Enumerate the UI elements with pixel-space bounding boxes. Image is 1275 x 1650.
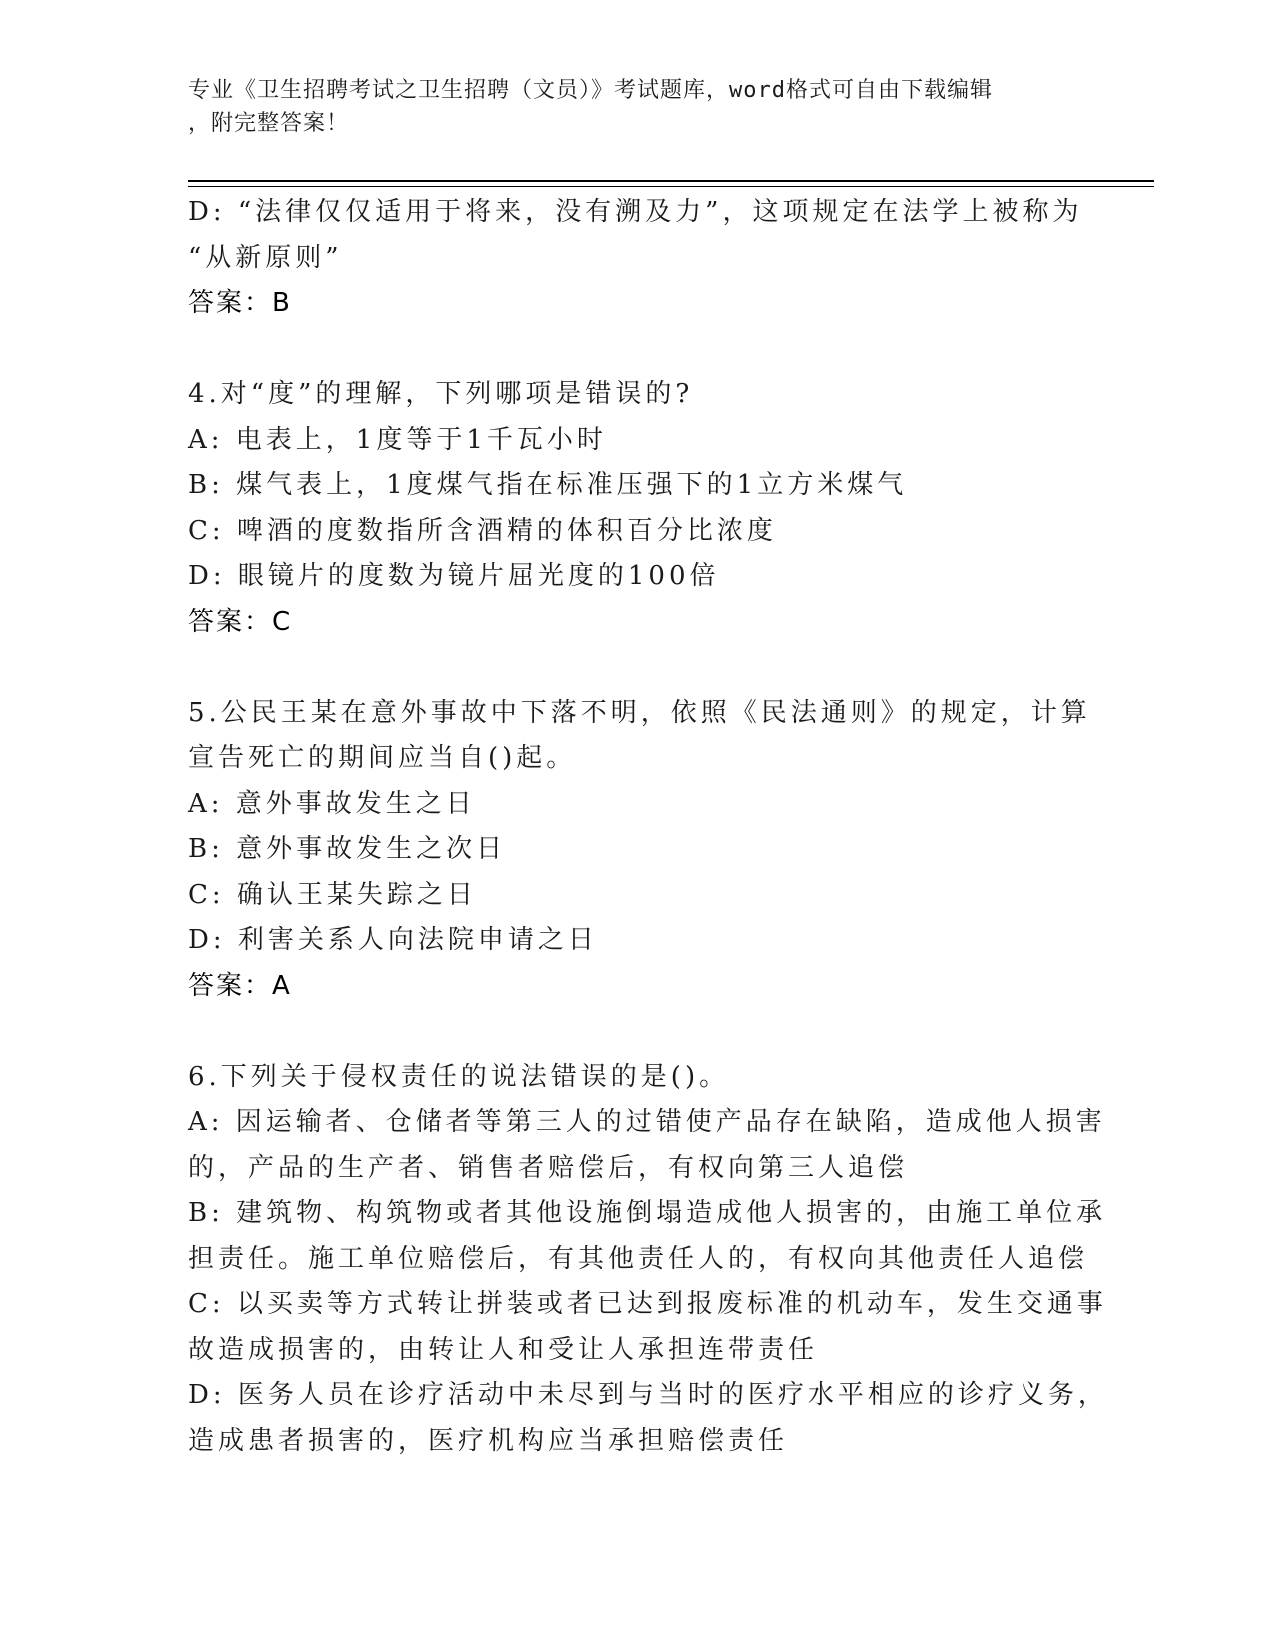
question-6 [188, 1055, 1108, 1465]
spacer [188, 645, 1088, 691]
header-rule-thick [188, 180, 1154, 182]
q6-stem: 6.下列关于侵权责任的说法错误的是()。 [188, 1061, 730, 1092]
q6-option-a-line-1: A: 因运输者、仓储者等第三人的过错使产品存在缺陷，造成他人损害 [188, 1107, 1106, 1137]
q6-option-d-line-1: D: 医务人员在诊疗活动中未尽到与当时的医疗水平相应的诊疗义务， [188, 1380, 1108, 1410]
q6-option-b-line-1: B: 建筑物、构筑物或者其他设施倒塌造成他人损害的，由施工单位承 [188, 1198, 1107, 1228]
q4-option-d: D: 眼镜片的度数为镜片屈光度的100倍 [188, 561, 720, 591]
q3-option-d-line-2: “从新原则” [188, 242, 343, 273]
spacer [188, 1009, 1088, 1055]
question-5 [188, 691, 1091, 1010]
document-header [188, 74, 1068, 140]
header-line-1: 专业《卫生招聘考试之卫生招聘（文员）》考试题库，word格式可自由下载编辑 [188, 78, 993, 103]
q4-option-c: C: 啤酒的度数指所含酒精的体积百分比浓度 [188, 515, 777, 546]
header-rule-thin [188, 186, 1154, 187]
q5-option-c: C: 确认王某失踪之日 [188, 879, 477, 910]
document-body [188, 190, 1108, 1464]
q3-answer: 答案：B [188, 288, 292, 318]
question-4 [188, 372, 1088, 645]
q4-option-a: A: 电表上，1度等于1千瓦小时 [188, 424, 607, 455]
header-line-2: ，附完整答案！ [188, 111, 350, 136]
q6-option-a-line-2: 的，产品的生产者、销售者赔偿后，有权向第三人追偿 [188, 1152, 909, 1183]
q6-option-b-line-2: 担责任。施工单位赔偿后，有其他责任人的，有权向其他责任人追偿 [188, 1243, 1089, 1274]
q4-stem: 4.对“度”的理解，下列哪项是错误的? [188, 379, 694, 409]
q5-stem-line-2: 宣告死亡的期间应当自()起。 [188, 743, 577, 773]
spacer [188, 327, 1088, 373]
q4-option-b: B: 煤气表上，1度煤气指在标准压强下的1立方米煤气 [188, 470, 908, 500]
q5-option-b: B: 意外事故发生之次日 [188, 834, 507, 864]
question-3-tail [188, 190, 1088, 327]
q6-option-c-line-1: C: 以买卖等方式转让拼装或者已达到报废标准的机动车，发生交通事 [188, 1289, 1107, 1319]
q5-option-d: D: 利害关系人向法院申请之日 [188, 925, 598, 955]
q5-stem-line-1: 5.公民王某在意外事故中下落不明，依照《民法通则》的规定，计算 [188, 697, 1091, 728]
q5-answer: 答案：A [188, 970, 292, 1001]
q5-option-a: A: 意外事故发生之日 [188, 788, 476, 819]
q6-option-c-line-2: 故造成损害的，由转让人和受让人承担连带责任 [188, 1334, 819, 1365]
q3-option-d-line-1: D: “法律仅仅适用于将来，没有溯及力”，这项规定在法学上被称为 [188, 197, 1083, 227]
q4-answer: 答案：C [188, 606, 293, 637]
q6-option-d-line-2: 造成患者损害的，医疗机构应当承担赔偿责任 [188, 1425, 789, 1456]
